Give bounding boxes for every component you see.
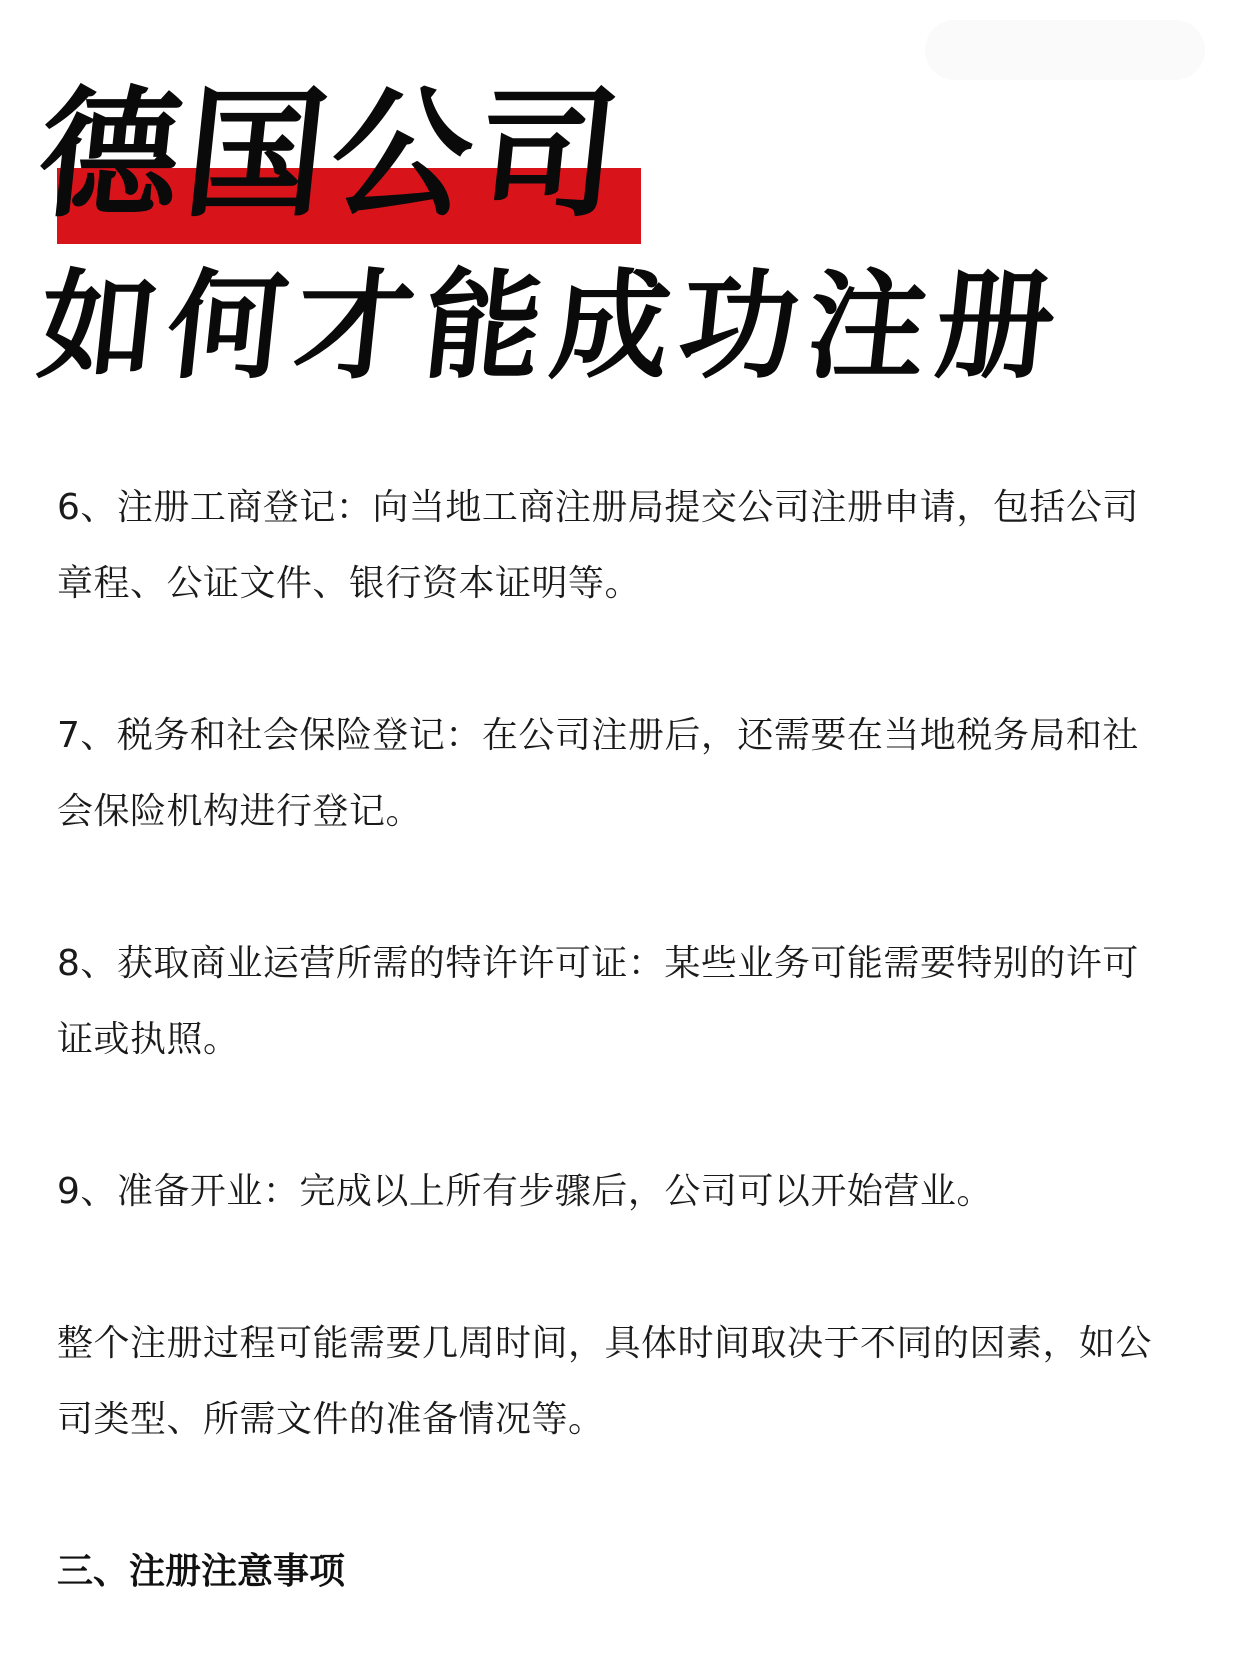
article-body <box>57 470 1167 1610</box>
title-line-2: 如何才能成功注册 <box>32 256 1072 395</box>
paragraph-summary: 整个注册过程可能需要几周时间，具体时间取决于不同的因素，如公司类型、所需文件的准备情况等。 <box>57 1323 1153 1440</box>
decorative-smudge <box>925 20 1205 80</box>
section-heading: 三、注册注意事项 <box>57 1551 346 1592</box>
paragraph-step-8: 8、获取商业运营所需的特许许可证：某些业务可能需要特别的许可证或执照。 <box>57 943 1139 1060</box>
paragraph-step-6: 6、注册工商登记：向当地工商注册局提交公司注册申请，包括公司章程、公证文件、银行资本证明等。 <box>57 487 1139 604</box>
title-block <box>31 73 1072 396</box>
paragraph-step-9: 9、准备开业：完成以上所有步骤后，公司可以开始营业。 <box>57 1171 993 1212</box>
paragraph-step-7: 7、税务和社会保险登记：在公司注册后，还需要在当地税务局和社会保险机构进行登记。 <box>57 715 1139 832</box>
title-line-1: 德国公司 <box>31 73 633 237</box>
